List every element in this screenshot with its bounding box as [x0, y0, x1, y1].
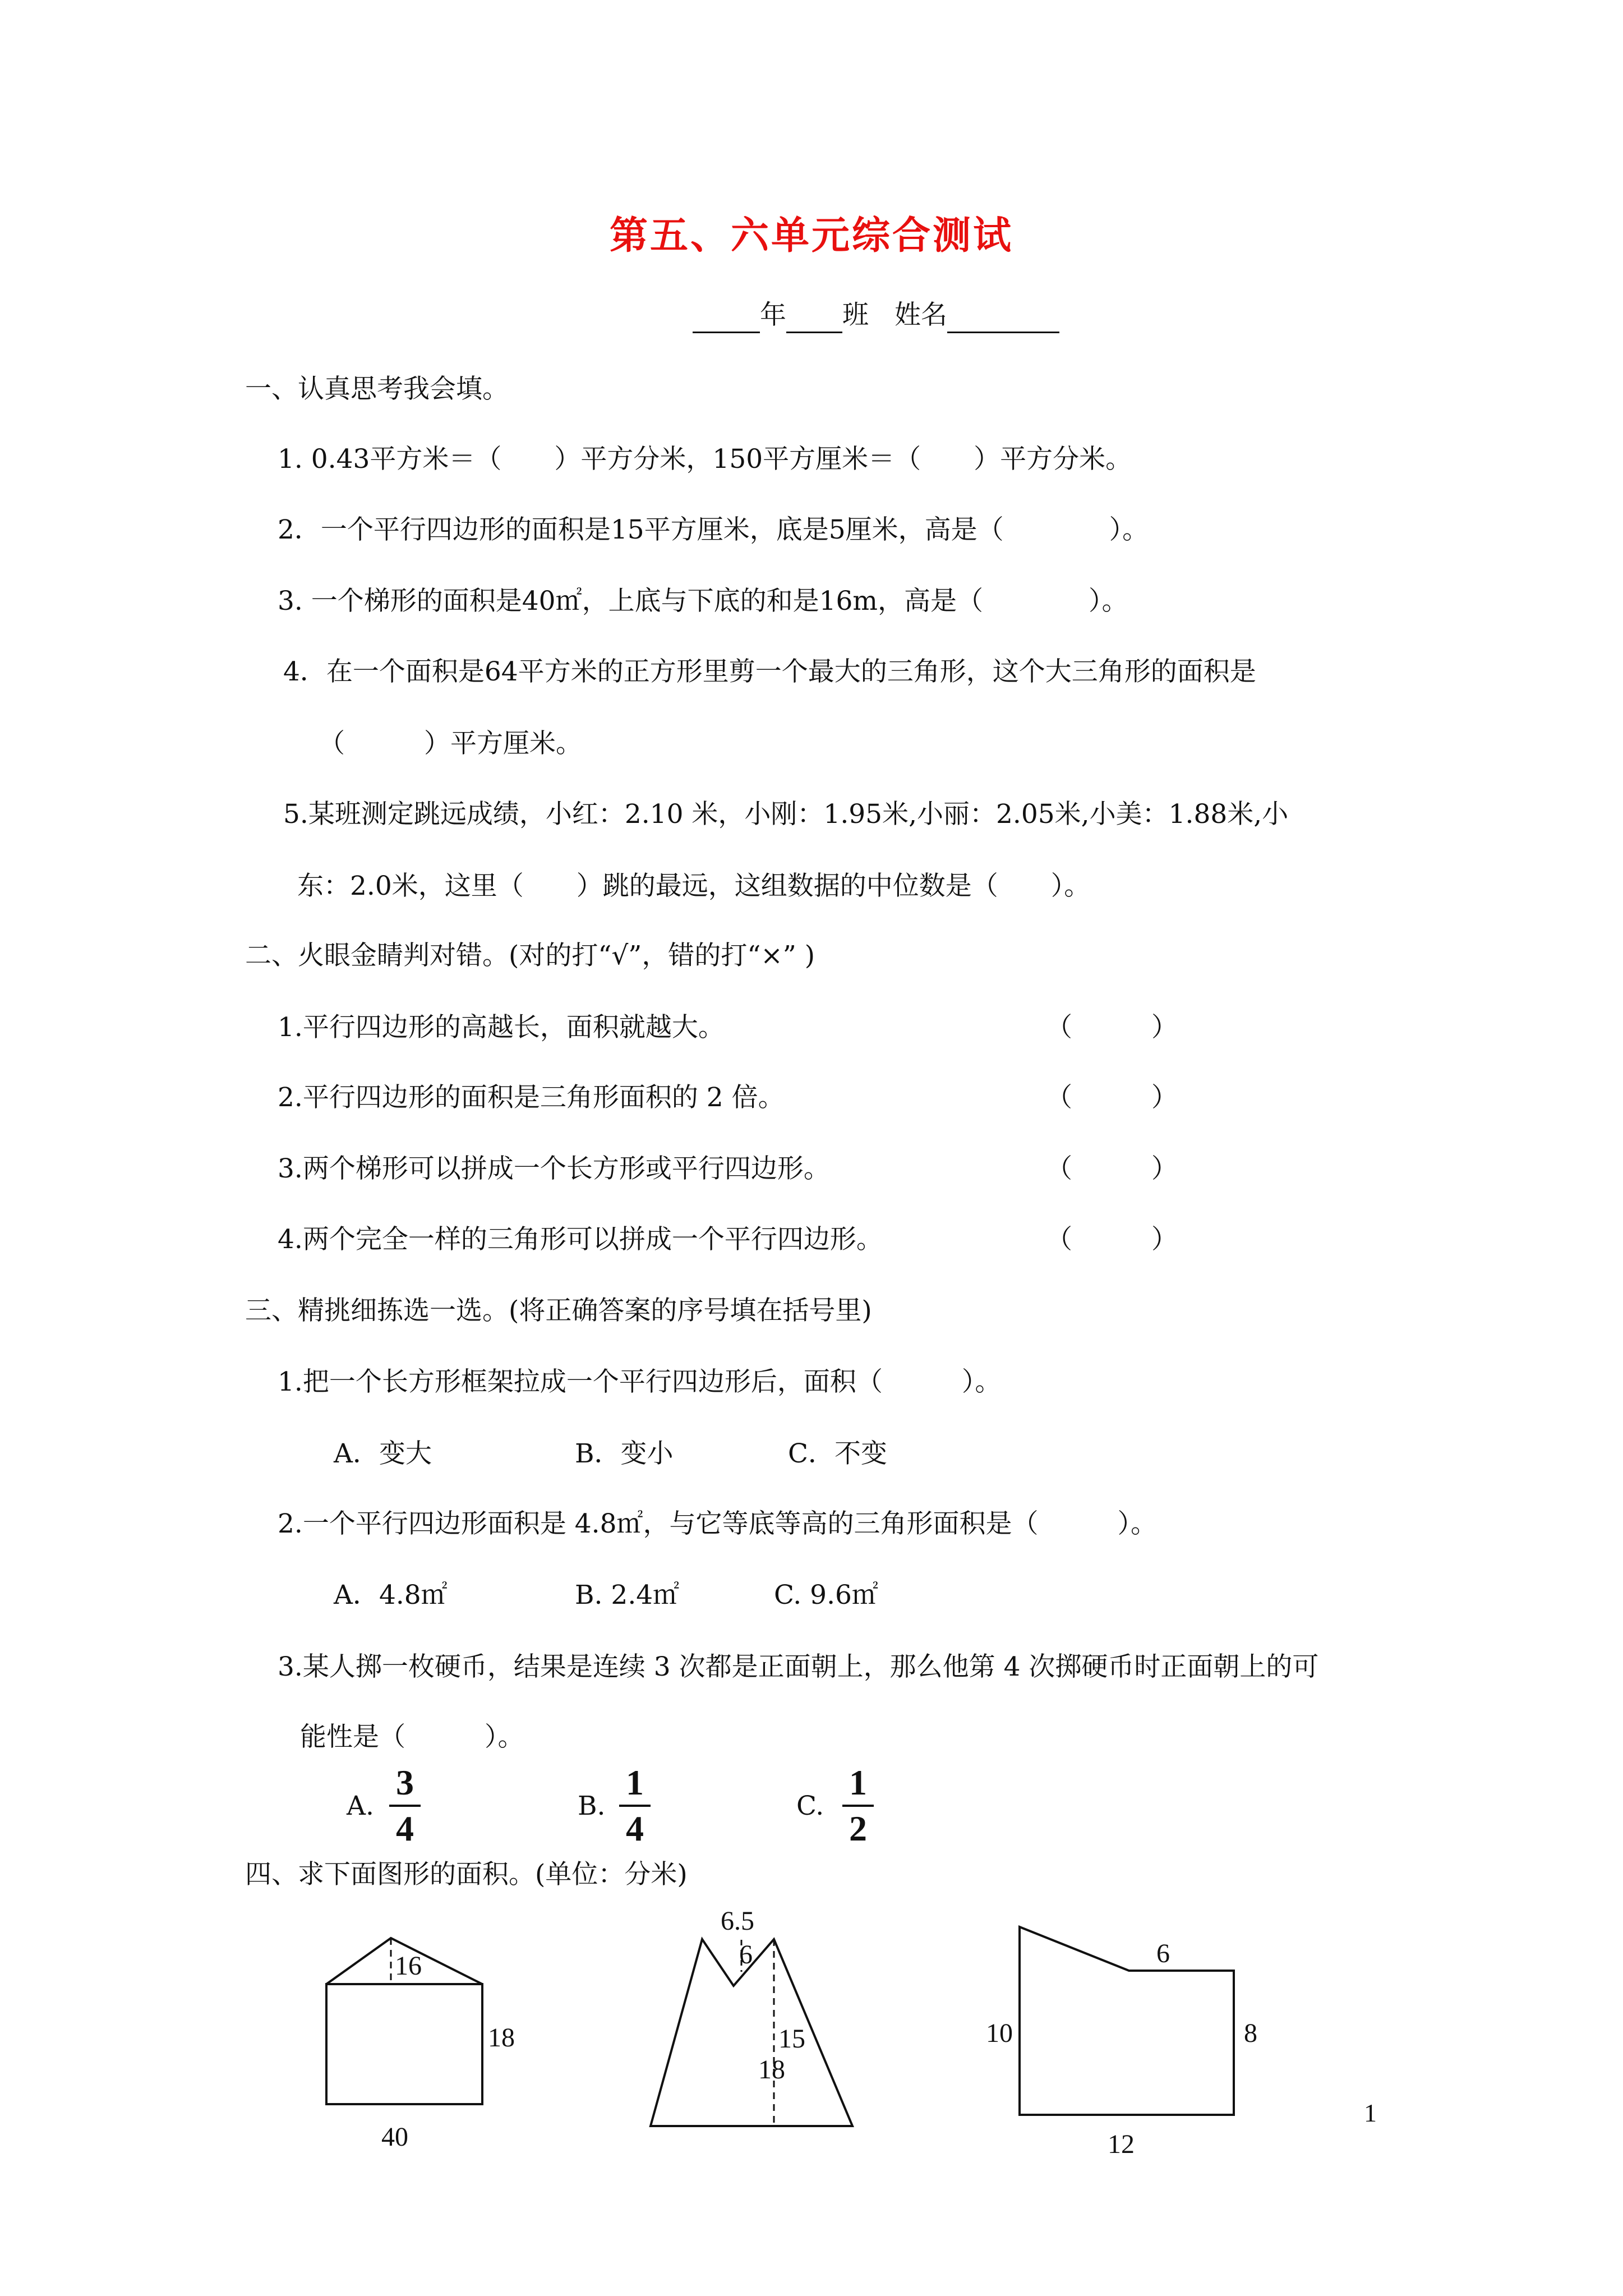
fraction-numerator: 3 — [396, 1763, 414, 1802]
s2-item-1-blank[interactable]: （ ） — [1046, 1012, 1178, 1043]
s3-q3-option-a-letter[interactable]: A. — [347, 1791, 374, 1821]
s1-question-2: 2．一个平行四边形的面积是15平方厘米，底是5厘米，高是（ ）。 — [278, 514, 1149, 545]
s3-question-3-line-1: 3.某人掷一枚硬币，结果是连续 3 次都是正面朝上，那么他第 4 次掷硬币时正面朝上的可 — [278, 1651, 1319, 1682]
page-title: 第五、六单元综合测试 — [609, 213, 1013, 258]
s2-item-2-blank[interactable]: （ ） — [1046, 1082, 1178, 1113]
s2-item-1-text: 1.平行四边形的高越长，面积就越大。 — [278, 1012, 725, 1043]
figure-3-composite-shape — [1020, 1927, 1234, 2115]
s3-q3-option-c-letter[interactable]: C. — [796, 1791, 824, 1821]
s1-question-3: 3. 一个梯形的面积是40㎡，上底与下底的和是16m，高是（ ）。 — [278, 586, 1128, 616]
s1-question-5-line-2: 东：2.0米，这里（ ）跳的最远，这组数据的中位数是（ ）。 — [297, 871, 1091, 901]
s1-question-4-line-1: 4．在一个面积是64平方米的正方形里剪一个最大的三角形，这个大三角形的面积是 — [283, 656, 1256, 687]
section-1-heading: 一、认真思考我会填。 — [245, 374, 509, 404]
fraction-numerator: 1 — [849, 1763, 867, 1802]
fig1-height-label: 16 — [395, 1951, 422, 1981]
fraction-numerator: 1 — [626, 1763, 644, 1802]
page-number: 1 — [1364, 2099, 1377, 2127]
year-label: 年 — [760, 300, 786, 330]
s2-item-2-text: 2.平行四边形的面积是三角形面积的 2 倍。 — [278, 1082, 785, 1113]
s2-item-4-blank[interactable]: （ ） — [1046, 1224, 1178, 1255]
fig3-outline — [1020, 1927, 1234, 2115]
s3-q1-option-a[interactable]: A．变大 — [334, 1438, 432, 1469]
s1-question-5-line-1: 5.某班测定跳远成绩，小红：2.10 米，小刚：1.95米,小丽：2.05米,小美：1.88米,小 — [283, 799, 1289, 830]
s3-q2-option-c[interactable]: C. 9.6㎡ — [774, 1580, 878, 1611]
s3-question-1: 1.把一个长方形框架拉成一个平行四边形后，面积（ ）。 — [278, 1366, 1002, 1397]
fig1-side-label: 18 — [488, 2023, 515, 2053]
section-3-heading: 三、精挑细拣选一选。(将正确答案的序号填在括号里) — [245, 1295, 872, 1326]
s2-item-4-text: 4.两个完全一样的三角形可以拼成一个平行四边形。 — [278, 1224, 883, 1255]
fig3-left-label: 10 — [986, 2018, 1013, 2048]
s2-item-3-blank[interactable]: （ ） — [1046, 1153, 1178, 1184]
s1-question-4-line-2: （ ）平方厘米。 — [319, 728, 582, 759]
s3-question-3-line-2: 能性是（ ）。 — [300, 1722, 524, 1752]
class-label: 班 — [842, 300, 869, 330]
fraction-denominator: 4 — [396, 1809, 414, 1848]
s3-q1-option-c[interactable]: C．不变 — [788, 1438, 887, 1469]
section-2-heading: 二、火眼金睛判对错。(对的打“√”，错的打“×” ) — [245, 940, 815, 971]
section-4-heading: 四、求下面图形的面积。(单位：分米) — [245, 1859, 688, 1890]
fraction-denominator: 2 — [849, 1809, 867, 1848]
s3-q2-option-b[interactable]: B. 2.4㎡ — [575, 1580, 680, 1611]
fraction-denominator: 4 — [626, 1809, 644, 1848]
fig3-base-label: 12 — [1108, 2129, 1135, 2159]
fig3-right-label: 8 — [1244, 2018, 1257, 2048]
s1-question-1: 1. 0.43平方米＝（ ）平方分米，150平方厘米＝（ ）平方分米。 — [278, 444, 1132, 475]
name-label: 姓名 — [895, 300, 947, 330]
s3-question-2: 2.一个平行四边形面积是 4.8㎡，与它等底等高的三角形面积是（ ）。 — [278, 1508, 1158, 1539]
s3-q1-option-b[interactable]: B．变小 — [575, 1438, 674, 1469]
fig2-top-label: 6.5 — [721, 1906, 754, 1936]
s3-q3-option-b-letter[interactable]: B. — [578, 1791, 606, 1821]
fig2-base-label: 18 — [758, 2055, 785, 2085]
s2-item-3-text: 3.两个梯形可以拼成一个长方形或平行四边形。 — [278, 1153, 830, 1184]
fig2-inner-label: 6 — [739, 1940, 753, 1970]
fig3-top-label: 6 — [1156, 1939, 1170, 1968]
s3-q2-option-a[interactable]: A．4.8㎡ — [334, 1580, 448, 1611]
fig2-height-label: 15 — [778, 2024, 805, 2054]
fig1-rectangle — [326, 1984, 482, 2104]
fig1-base-label: 40 — [381, 2122, 408, 2152]
